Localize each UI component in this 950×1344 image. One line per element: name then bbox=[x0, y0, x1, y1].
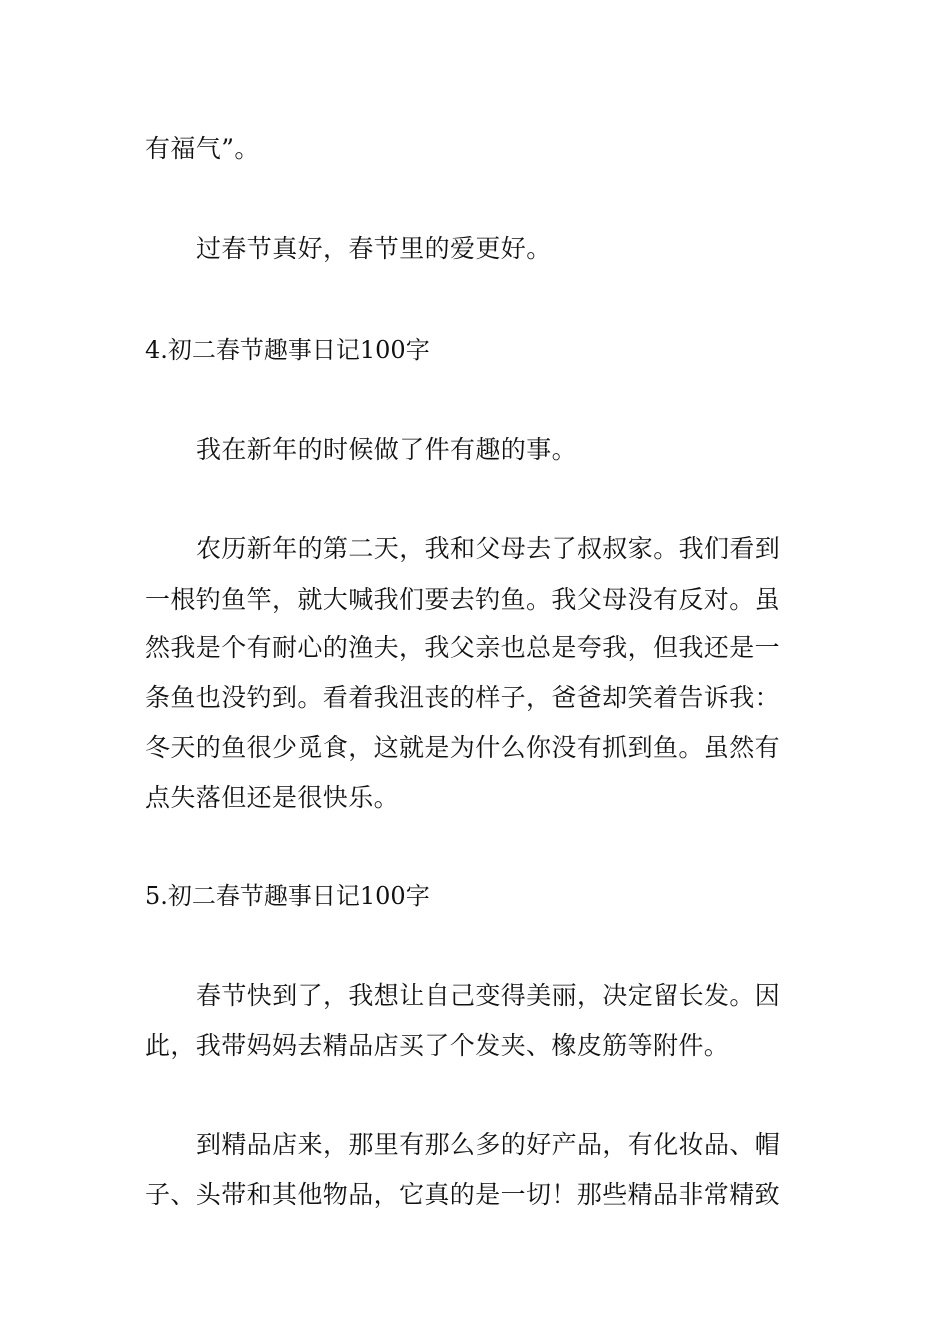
paragraph-line: 一根钓鱼竿，就大喊我们要去钓鱼。我父母没有反对。虽 bbox=[145, 585, 781, 614]
paragraph-line: 条鱼也没钓到。看着我沮丧的样子，爸爸却笑着告诉我： bbox=[145, 683, 781, 712]
paragraph-line: 点失落但还是很快乐。 bbox=[145, 783, 400, 812]
paragraph-line: 我在新年的时候做了件有趣的事。 bbox=[196, 435, 578, 464]
paragraph-line: 有福气”。 bbox=[145, 134, 260, 163]
section-heading: 4.初二春节趣事日记100字 bbox=[145, 336, 430, 364]
paragraph-line: 过春节真好，春节里的爱更好。 bbox=[196, 234, 552, 263]
paragraph-line: 此，我带妈妈去精品店买了个发夹、橡皮筋等附件。 bbox=[145, 1031, 730, 1060]
paragraph-line: 春节快到了，我想让自己变得美丽，决定留长发。因 bbox=[196, 981, 781, 1010]
paragraph-line: 农历新年的第二天，我和父母去了叔叔家。我们看到 bbox=[196, 534, 781, 563]
paragraph-line: 子、头带和其他物品，它真的是一切！那些精品非常精致 bbox=[145, 1180, 781, 1209]
paragraph-line: 然我是个有耐心的渔夫，我父亲也总是夸我，但我还是一 bbox=[145, 633, 781, 662]
paragraph-line: 冬天的鱼很少觅食，这就是为什么你没有抓到鱼。虽然有 bbox=[145, 733, 781, 762]
paragraph-line: 到精品店来，那里有那么多的好产品，有化妆品、帽 bbox=[196, 1130, 781, 1159]
section-heading: 5.初二春节趣事日记100字 bbox=[145, 882, 430, 910]
